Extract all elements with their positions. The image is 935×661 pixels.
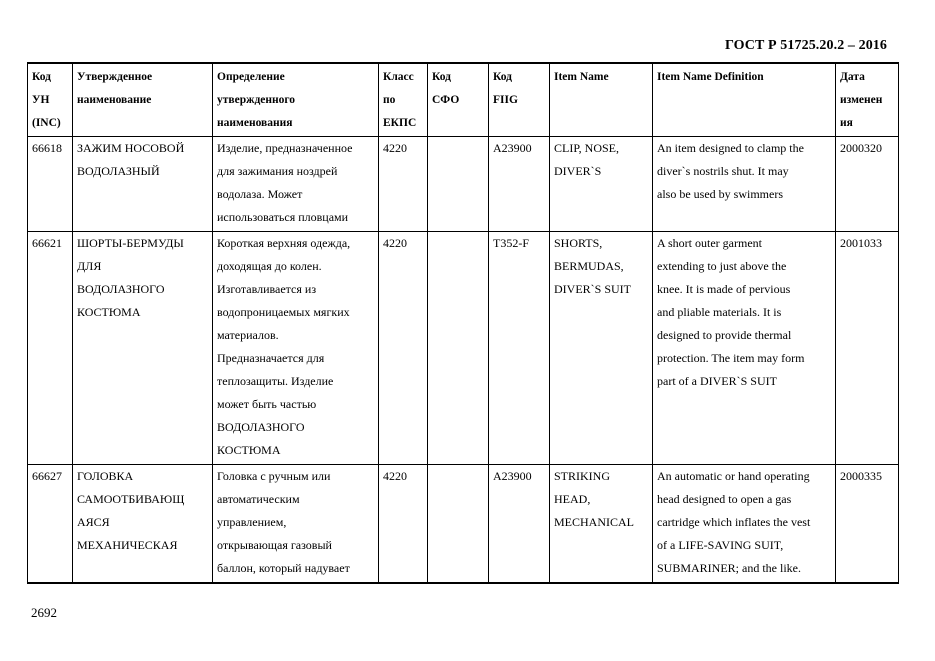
item-registry-table xyxy=(27,62,899,584)
table-row xyxy=(28,232,899,465)
cell-definition: Изделие, предназначенное для зажимания ноздрей водолаза. Может использоваться пловцами xyxy=(213,137,379,232)
cell-inc: 66621 xyxy=(28,232,73,465)
cell-definition: Короткая верхняя одежда, доходящая до колен. Изготавливается из водопроницаемых мягких материалов. Предназначается для теплозащиты. Изделие может быть частью ВОДОЛАЗНОГО КОСТЮМА xyxy=(213,232,379,465)
header-class: Класс по ЕКПС xyxy=(379,63,428,137)
cell-change-date: 2000335 xyxy=(836,465,899,584)
cell-definition: Головка с ручным или автоматическим управлением, открывающая газовый баллон, который надувает xyxy=(213,465,379,584)
cell-fiig-code: A23900 xyxy=(489,465,550,584)
header-fiig-code: Код FIIG xyxy=(489,63,550,137)
cell-fiig-code: T352-F xyxy=(489,232,550,465)
cell-class: 4220 xyxy=(379,465,428,584)
header-inc: Код УН (INC) xyxy=(28,63,73,137)
cell-approved-name: ШОРТЫ-БЕРМУДЫ ДЛЯ ВОДОЛАЗНОГО КОСТЮМА xyxy=(73,232,213,465)
header-item-name: Item Name xyxy=(550,63,653,137)
header-sfo-code: Код СФО xyxy=(428,63,489,137)
cell-item-name-definition: An automatic or hand operating head designed to open a gas cartridge which inflates the vest of a LIFE-SAVING SUIT, SUBMARINER; and the like. xyxy=(653,465,836,584)
cell-change-date: 2000320 xyxy=(836,137,899,232)
cell-sfo-code xyxy=(428,465,489,584)
cell-change-date: 2001033 xyxy=(836,232,899,465)
cell-class: 4220 xyxy=(379,137,428,232)
cell-item-name: SHORTS, BERMUDAS, DIVER`S SUIT xyxy=(550,232,653,465)
cell-approved-name: ЗАЖИМ НОСОВОЙ ВОДОЛАЗНЫЙ xyxy=(73,137,213,232)
table-header-row xyxy=(28,63,899,137)
header-change-date: Дата изменен ия xyxy=(836,63,899,137)
header-approved-name: Утвержденное наименование xyxy=(73,63,213,137)
header-definition: Определение утвержденного наименования xyxy=(213,63,379,137)
cell-sfo-code xyxy=(428,232,489,465)
table-row xyxy=(28,465,899,584)
cell-inc: 66618 xyxy=(28,137,73,232)
cell-item-name-definition: A short outer garment extending to just above the knee. It is made of pervious and pliable materials. It is designed to provide thermal protection. The item may form part of a DIVER`S SUIT xyxy=(653,232,836,465)
cell-sfo-code xyxy=(428,137,489,232)
cell-inc: 66627 xyxy=(28,465,73,584)
cell-item-name: CLIP, NOSE, DIVER`S xyxy=(550,137,653,232)
cell-approved-name: ГОЛОВКА САМООТБИВАЮЩ АЯСЯ МЕХАНИЧЕСКАЯ xyxy=(73,465,213,584)
cell-class: 4220 xyxy=(379,232,428,465)
cell-fiig-code: A23900 xyxy=(489,137,550,232)
cell-item-name: STRIKING HEAD, MECHANICAL xyxy=(550,465,653,584)
header-item-name-definition: Item Name Definition xyxy=(653,63,836,137)
page-number: 2692 xyxy=(31,605,57,620)
table-row xyxy=(28,137,899,232)
document-standard-header: ГОСТ Р 51725.20.2 – 2016 xyxy=(724,38,887,53)
cell-item-name-definition: An item designed to clamp the diver`s nostrils shut. It may also be used by swimmers xyxy=(653,137,836,232)
